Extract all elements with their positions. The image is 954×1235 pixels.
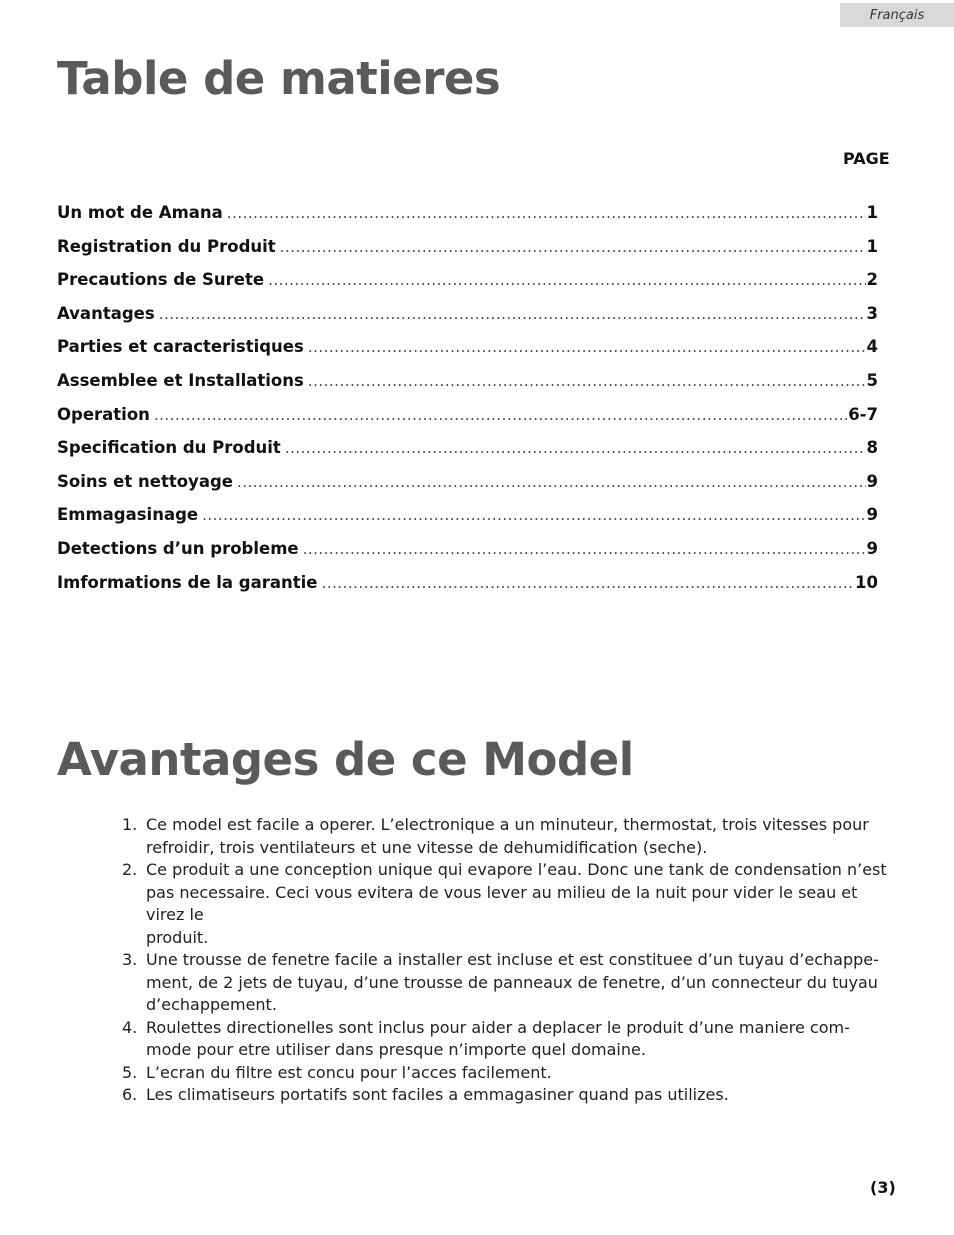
toc-entry-page: 10 (855, 572, 878, 592)
advantage-number: 6. (122, 1085, 138, 1104)
toc-entry (57, 539, 878, 573)
toc-title: Table de matieres (57, 52, 501, 105)
toc-entry-title: Parties et caracteristiques (57, 337, 304, 357)
toc-entry (57, 505, 878, 539)
advantage-line: virez le (146, 905, 204, 924)
advantage-line: produit. (146, 927, 209, 947)
toc-entry (57, 237, 878, 271)
advantages-title: Avantages de ce Model (57, 733, 634, 786)
toc-entry-title: Un mot de Amana (57, 203, 223, 222)
advantage-number: 1. (122, 815, 138, 834)
page-column-header: PAGE (843, 149, 890, 168)
toc-entry-page: 3 (866, 303, 878, 323)
toc-entry-title: Avantages (57, 303, 155, 323)
advantage-text (146, 1017, 912, 1062)
advantages-list (122, 814, 912, 1107)
toc-entry (57, 573, 878, 607)
toc-entry-page: 1 (866, 236, 878, 256)
toc-entry (57, 438, 878, 472)
toc-entry-title: Emmagasinage (57, 505, 199, 525)
toc-entry (57, 472, 878, 506)
advantage-item (122, 1084, 912, 1107)
table-of-contents (57, 203, 878, 606)
advantage-number: 5. (122, 1062, 138, 1082)
advantage-line: ment, de 2 jets de tuyau, d’une trousse de panneaux de fenetre, d’un connecteur du tuyau (146, 972, 878, 992)
advantage-line: d’echappement. (146, 995, 277, 1014)
toc-leader-dots (308, 372, 866, 390)
toc-leader-dots (268, 271, 865, 289)
advantage-number: 2. (122, 860, 138, 879)
toc-entry-title: Precautions de Surete (57, 270, 265, 290)
toc-leader-dots (303, 540, 866, 558)
toc-leader-dots (280, 238, 866, 256)
toc-entry-title: Specification du Produit (57, 438, 281, 458)
toc-leader-dots (237, 473, 866, 491)
toc-leader-dots (308, 338, 866, 356)
toc-entry (57, 371, 878, 405)
advantage-text (146, 1084, 912, 1107)
toc-entry-title: Detections d’un probleme (57, 538, 299, 558)
advantage-text (146, 859, 912, 949)
advantage-line: Les climatiseurs portatifs sont faciles a emmagasiner quand pas utilizes. (146, 1085, 729, 1104)
advantage-line: pas necessaire. Ceci vous evitera de vous lever au milieu de la nuit pour vider le seau et (146, 882, 858, 902)
toc-entry-page: 5 (866, 370, 878, 390)
toc-entry-page: 1 (866, 203, 878, 222)
toc-entry-page: 9 (866, 538, 878, 558)
toc-entry (57, 270, 878, 304)
toc-entry-page: 4 (866, 337, 878, 357)
advantage-item (122, 949, 912, 1017)
advantage-text (146, 1062, 912, 1085)
advantage-line: Ce produit a une conception unique qui evapore l’eau. Donc une tank de condensation n’est (146, 860, 887, 879)
advantage-item (122, 859, 912, 949)
toc-leader-dots (154, 406, 847, 424)
advantage-line: refroidir, trois ventilateurs et une vitesse de dehumidification (seche). (146, 837, 708, 857)
toc-leader-dots (227, 204, 866, 222)
toc-entry (57, 405, 878, 439)
toc-entry-title: Operation (57, 404, 150, 424)
toc-leader-dots (202, 506, 865, 524)
toc-entry (57, 203, 878, 237)
advantage-line: Une trousse de fenetre facile a installer est incluse et est constituee d’un tuyau d’echappe- (146, 950, 879, 969)
advantage-line: mode pour etre utiliser dans presque n’importe quel domaine. (146, 1040, 646, 1059)
advantage-number: 4. (122, 1017, 138, 1037)
advantage-text (146, 814, 912, 859)
advantage-line: Roulettes directionelles sont inclus pour aider a deplacer le produit d’une maniere com- (146, 1017, 850, 1037)
toc-leader-dots (321, 574, 854, 592)
toc-entry (57, 304, 878, 338)
advantage-number: 3. (122, 950, 138, 969)
advantage-item (122, 814, 912, 859)
toc-entry-page: 8 (866, 438, 878, 458)
toc-entry-title: Imformations de la garantie (57, 572, 318, 592)
toc-entry-title: Registration du Produit (57, 236, 276, 256)
toc-entry-page: 6-7 (848, 404, 878, 424)
advantage-item (122, 1062, 912, 1085)
page-number: (3) (870, 1178, 896, 1197)
toc-entry-title: Assemblee et Installations (57, 370, 304, 390)
advantage-text (146, 949, 912, 1017)
toc-entry-page: 9 (866, 471, 878, 491)
toc-entry-page: 9 (866, 505, 878, 525)
advantage-item (122, 1017, 912, 1062)
advantage-line: L’ecran du filtre est concu pour l’acces facilement. (146, 1062, 552, 1082)
language-tab: Français (840, 3, 954, 27)
toc-leader-dots (159, 305, 866, 323)
toc-entry (57, 337, 878, 371)
toc-leader-dots (285, 439, 866, 457)
toc-entry-page: 2 (866, 270, 878, 290)
toc-entry-title: Soins et nettoyage (57, 471, 233, 491)
advantage-line: Ce model est facile a operer. L’electronique a un minuteur, thermostat, trois vitesses pour (146, 815, 869, 834)
